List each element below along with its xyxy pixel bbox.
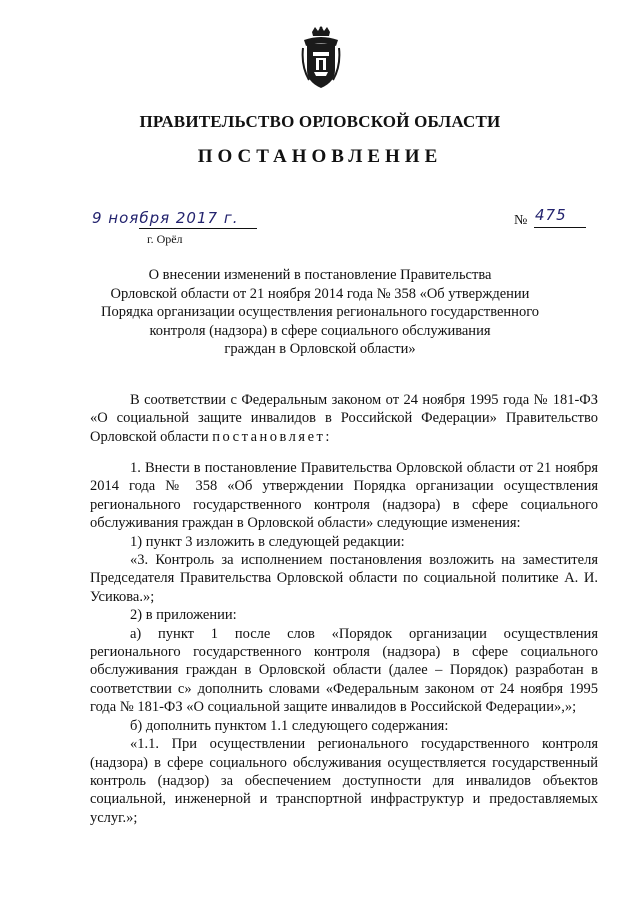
document-title <box>100 266 540 359</box>
subitem-2b: б) дополнить пунктом 1.1 следующего содержания: <box>130 717 449 734</box>
title-line: граждан в Орловской области» <box>224 341 416 358</box>
coat-of-arms-icon <box>300 26 342 90</box>
number-handwritten: 475 <box>535 206 567 224</box>
item-1: 1. Внести в постановление Правительства Орловской области от 21 ноября 2014 года № 358 «Об утверждении Порядка организации осуществления регионального государственного контроля (надзора) в сфере социального обслуживания граждан в Орловской области» следующие изменения: <box>90 460 598 532</box>
title-line: Порядка организации осуществления регионального государственного <box>100 304 540 321</box>
title-line: Орловской области от 21 ноября 2014 года № 358 «Об утверждении <box>110 285 530 302</box>
number-label: № <box>514 213 528 228</box>
quote-1: «3. Контроль за исполнением постановления возложить на заместителя Председателя Правительства Орловской области по социальной политике А. И. Усикова.»; <box>90 552 598 605</box>
quote-2: «1.1. При осуществлении регионального государственного контроля (надзора) в сфере социального обслуживания осуществляется государственный контроль (надзор) за обеспечением доступности для инвалидов объектов социальной, инженерной и транспортной инфраструктур и предоставляемых услуг.»; <box>90 736 598 826</box>
preamble <box>90 391 598 446</box>
preamble-paragraph <box>90 391 598 446</box>
document-type: ПОСТАНОВЛЕНИЕ <box>197 146 443 167</box>
title-line: О внесении изменений в постановление Правительства <box>148 267 492 283</box>
subitem-2: 2) в приложении: <box>130 607 237 624</box>
date-underline <box>139 228 257 229</box>
city-label: г. Орёл <box>147 232 183 246</box>
organization-name: ПРАВИТЕЛЬСТВО ОРЛОВСКОЙ ОБЛАСТИ <box>139 112 501 131</box>
subitem-2a: а) пункт 1 после слов «Порядок организации осуществления регионального государственного контроля (надзора) в сфере социального обслуживания граждан в Орловской области (далее – Порядок) разработан в соответствии с» дополнить словами «Федеральным законом от 24 ноября 1995 года № 181-ФЗ «О социальной защите инвалидов в Российской Федерации»,»; <box>90 625 598 716</box>
number-underline <box>534 227 586 228</box>
date-handwritten: 9 ноября 2017 г. <box>92 209 239 227</box>
title-line: контроля (надзора) в сфере социального обслуживания <box>149 322 491 339</box>
subitem-1: 1) пункт 3 изложить в следующей редакции: <box>130 533 405 550</box>
decree-body <box>90 459 598 827</box>
decree-verb: постановляет: <box>212 428 332 445</box>
preamble-text: В соответствии с Федеральным законом от 24 ноября 1995 года № 181-ФЗ «О социальной защите инвалидов в Российской Федерации» Правительство Орловской области <box>90 392 598 445</box>
